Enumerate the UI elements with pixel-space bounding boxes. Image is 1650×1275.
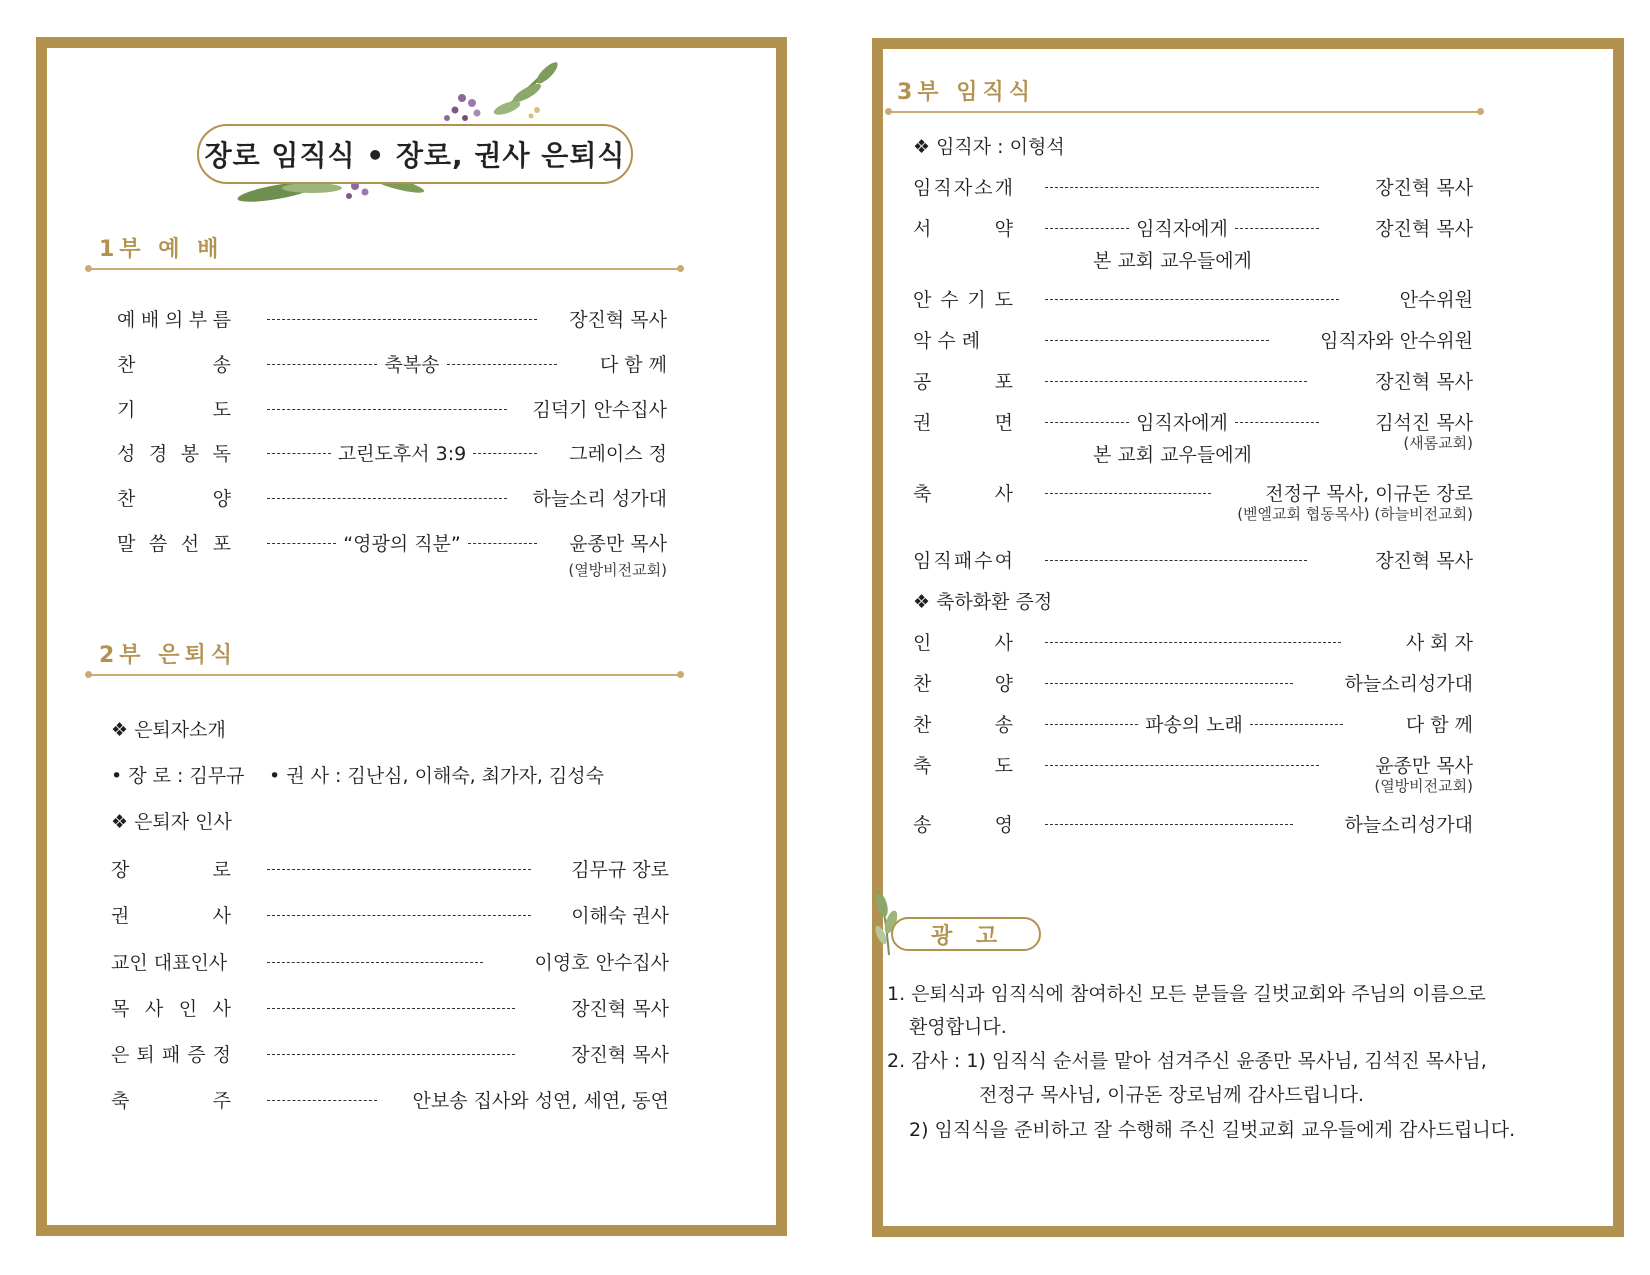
leader-dashes bbox=[1045, 381, 1307, 382]
program-value: 장진혁 목사 bbox=[1375, 371, 1473, 393]
program-row bbox=[117, 484, 667, 514]
program-row bbox=[913, 810, 1473, 840]
notice-line-2: 환영합니다. bbox=[909, 1016, 1007, 1038]
program-row bbox=[117, 350, 667, 380]
program-subtext: 본 교회 교우들에게 bbox=[1093, 444, 1252, 466]
program-value: 다 함 께 bbox=[1405, 714, 1473, 736]
program-label: 목 사 인 사 bbox=[111, 998, 231, 1020]
program-value: 안보송 집사와 성연, 세연, 동연 bbox=[412, 1090, 669, 1112]
program-label: 임 직 패 수 여 bbox=[913, 550, 1013, 572]
program-subtext: 본 교회 교우들에게 bbox=[1093, 250, 1252, 272]
divider-dot bbox=[85, 265, 92, 272]
program-value: 하늘소리성가대 bbox=[1344, 814, 1473, 836]
program-value: 임직자와 안수위원 bbox=[1320, 330, 1473, 352]
program-label: 송 영 bbox=[913, 814, 1013, 836]
leader-dashes bbox=[1045, 422, 1129, 423]
program-value: 장진혁 목사 bbox=[1375, 177, 1473, 199]
program-label: 기 도 bbox=[117, 399, 231, 421]
program-label: 성 경 봉 독 bbox=[117, 443, 231, 465]
left-page bbox=[36, 37, 787, 1236]
program-value: 다 함 께 bbox=[599, 354, 667, 376]
program-center-text: 축복송 bbox=[384, 354, 440, 376]
program-row bbox=[111, 994, 669, 1024]
program-value: 윤종만 목사 bbox=[1375, 755, 1473, 777]
leader-dashes bbox=[267, 915, 531, 916]
program-value: 장진혁 목사 bbox=[571, 1044, 669, 1066]
leader-dashes bbox=[267, 1054, 515, 1055]
leader-dashes bbox=[267, 319, 537, 320]
program-row bbox=[913, 479, 1473, 523]
leader-dashes bbox=[1045, 824, 1293, 825]
program-value: 윤종만 목사 bbox=[569, 533, 667, 555]
retiree-elder: • 장 로 : 김무규 bbox=[111, 765, 245, 787]
program-label: 찬 송 bbox=[913, 714, 1013, 736]
program-center-text: 임직자에게 bbox=[1136, 218, 1228, 240]
program-label: 찬 양 bbox=[117, 488, 231, 510]
program-row bbox=[913, 751, 1473, 795]
leader-dashes bbox=[1045, 228, 1129, 229]
notice-line-4: 전정구 목사님, 이규돈 장로님께 감사드립니다. bbox=[979, 1084, 1364, 1106]
notice-heading bbox=[883, 905, 1043, 955]
program-row bbox=[913, 669, 1473, 699]
divider-dot bbox=[885, 108, 892, 115]
program-value: 장진혁 목사 bbox=[571, 998, 669, 1020]
program-row bbox=[913, 546, 1473, 576]
notice-heading-text: 광 고 bbox=[931, 924, 1006, 949]
program-label: 교인 대표인사 bbox=[111, 952, 228, 974]
leader-dashes bbox=[267, 498, 507, 499]
leader-dashes bbox=[267, 962, 483, 963]
divider-dot bbox=[677, 265, 684, 272]
program-affiliation: (새롬교회) bbox=[1403, 434, 1473, 452]
program-row bbox=[111, 948, 669, 978]
divider-dot bbox=[677, 671, 684, 678]
program-row bbox=[117, 529, 667, 579]
program-row bbox=[111, 901, 669, 931]
ordainee-label: ❖ 임직자 : 이형석 bbox=[913, 136, 1065, 158]
leader-dashes bbox=[1045, 560, 1307, 561]
program-label: 공 포 bbox=[913, 371, 1013, 393]
program-row bbox=[111, 855, 669, 885]
program-label: 찬 양 bbox=[913, 673, 1013, 695]
program-value: 그레이스 정 bbox=[569, 443, 667, 465]
page-title: 장로 임직식 • 장로, 권사 은퇴식 bbox=[204, 139, 626, 172]
retiree-deaconesses: • 권 사 : 김난심, 이해숙, 최가자, 김성숙 bbox=[269, 765, 604, 787]
section2-heading-text: 2부 은퇴식 bbox=[99, 643, 237, 668]
leader-dashes bbox=[1045, 642, 1341, 643]
section-divider bbox=[887, 111, 1481, 113]
program-value: 하늘소리성가대 bbox=[1344, 673, 1473, 695]
program-center-text: 고린도후서 3:9 bbox=[337, 443, 467, 465]
program-label: 서 약 bbox=[913, 218, 1013, 240]
notice-line-5: 2) 임직식을 준비하고 잘 수행해 주신 길벗교회 교우들에게 감사드립니다. bbox=[909, 1119, 1516, 1141]
leader-dashes bbox=[1045, 724, 1138, 725]
program-row bbox=[913, 628, 1473, 658]
program-value: 김석진 목사 bbox=[1375, 412, 1473, 434]
leader-dashes bbox=[267, 453, 331, 454]
leader-dashes bbox=[447, 364, 557, 365]
leader-dashes bbox=[1045, 187, 1319, 188]
program-affiliation: (열방비전교회) bbox=[1374, 777, 1473, 795]
notice-line-3: 2. 감사 : 1) 임직식 순서를 맡아 섬겨주신 윤종만 목사님, 김석진 목사님, bbox=[887, 1050, 1487, 1072]
program-label: 예 배 의 부 름 bbox=[117, 309, 231, 331]
leader-dashes bbox=[267, 869, 531, 870]
leader-dashes bbox=[1235, 228, 1319, 229]
program-row bbox=[111, 1040, 669, 1070]
leader-dashes bbox=[468, 543, 537, 544]
leader-dashes bbox=[1045, 493, 1211, 494]
program-label: 찬 송 bbox=[117, 354, 231, 376]
program-value: 장진혁 목사 bbox=[1375, 550, 1473, 572]
program-label: 악 수 례 bbox=[913, 330, 981, 352]
divider-dot bbox=[85, 671, 92, 678]
leader-dashes bbox=[1250, 724, 1343, 725]
section-divider bbox=[87, 674, 681, 676]
program-value: 이해숙 권사 bbox=[571, 905, 669, 927]
program-value: 장진혁 목사 bbox=[1375, 218, 1473, 240]
program-row bbox=[913, 285, 1473, 315]
leader-dashes bbox=[1045, 299, 1339, 300]
program-value: 장진혁 목사 bbox=[569, 309, 667, 331]
program-row bbox=[913, 710, 1473, 740]
program-value: 이영호 안수집사 bbox=[534, 952, 669, 974]
notice-line-1: 1. 은퇴식과 임직식에 참여하신 모든 분들을 길벗교회와 주님의 이름으로 bbox=[887, 983, 1486, 1005]
program-affiliation: (벧엘교회 협동목사) (하늘비전교회) bbox=[1237, 505, 1473, 523]
leader-dashes bbox=[473, 453, 537, 454]
program-label: 인 사 bbox=[913, 632, 1013, 654]
program-label: 축 도 bbox=[913, 755, 1013, 777]
program-row bbox=[913, 214, 1473, 272]
program-value: 김무규 장로 bbox=[571, 859, 669, 881]
leader-dashes bbox=[267, 543, 336, 544]
program-value: 전정구 목사, 이규돈 장로 bbox=[1265, 483, 1473, 505]
program-label: 임 직 자 소 개 bbox=[913, 177, 1013, 199]
program-value: 하늘소리 성가대 bbox=[532, 488, 667, 510]
program-value: 김덕기 안수집사 bbox=[532, 399, 667, 421]
leader-dashes bbox=[267, 1008, 515, 1009]
program-label: 권 사 bbox=[111, 905, 231, 927]
program-center-text: 파송의 노래 bbox=[1145, 714, 1243, 736]
retiree-greeting-label: ❖ 은퇴자 인사 bbox=[111, 811, 232, 833]
program-label: 은 퇴 패 증 정 bbox=[111, 1044, 231, 1066]
program-row bbox=[913, 173, 1473, 203]
retiree-intro-label: ❖ 은퇴자소개 bbox=[111, 719, 226, 741]
program-row bbox=[913, 408, 1473, 466]
program-label: 권 면 bbox=[913, 412, 1013, 434]
program-row bbox=[117, 305, 667, 335]
title-banner bbox=[197, 124, 633, 184]
section3-heading-text: 3부 임직식 bbox=[897, 80, 1035, 105]
program-row bbox=[913, 326, 1473, 356]
leader-dashes bbox=[267, 1100, 377, 1101]
leader-dashes bbox=[1235, 422, 1319, 423]
section1-heading-text: 1부 예 배 bbox=[99, 237, 224, 262]
program-center-text: 임직자에게 bbox=[1136, 412, 1228, 434]
program-center-text: “영광의 직분” bbox=[343, 533, 461, 555]
section-divider bbox=[87, 268, 681, 270]
flower-presentation-label: ❖ 축하화환 증정 bbox=[913, 591, 1053, 613]
divider-dot bbox=[1477, 108, 1484, 115]
program-label: 장 로 bbox=[111, 859, 231, 881]
floral-decoration-top-icon bbox=[407, 58, 567, 128]
right-page bbox=[872, 38, 1624, 1237]
program-label: 말 씀 선 포 bbox=[117, 533, 231, 555]
leader-dashes bbox=[1045, 765, 1319, 766]
leader-dashes bbox=[1045, 683, 1293, 684]
program-row bbox=[913, 367, 1473, 397]
program-value: 사 회 자 bbox=[1405, 632, 1473, 654]
leader-dashes bbox=[267, 409, 507, 410]
leader-dashes bbox=[1045, 340, 1269, 341]
program-value: 안수위원 bbox=[1399, 289, 1473, 311]
leader-dashes bbox=[267, 364, 377, 365]
program-label: 축 주 bbox=[111, 1090, 231, 1112]
program-row bbox=[111, 1086, 669, 1116]
program-row bbox=[117, 439, 667, 469]
program-affiliation: (열방비전교회) bbox=[568, 561, 667, 579]
program-label: 안 수 기 도 bbox=[913, 289, 1013, 311]
program-label: 축 사 bbox=[913, 483, 1013, 505]
program-row bbox=[117, 395, 667, 425]
